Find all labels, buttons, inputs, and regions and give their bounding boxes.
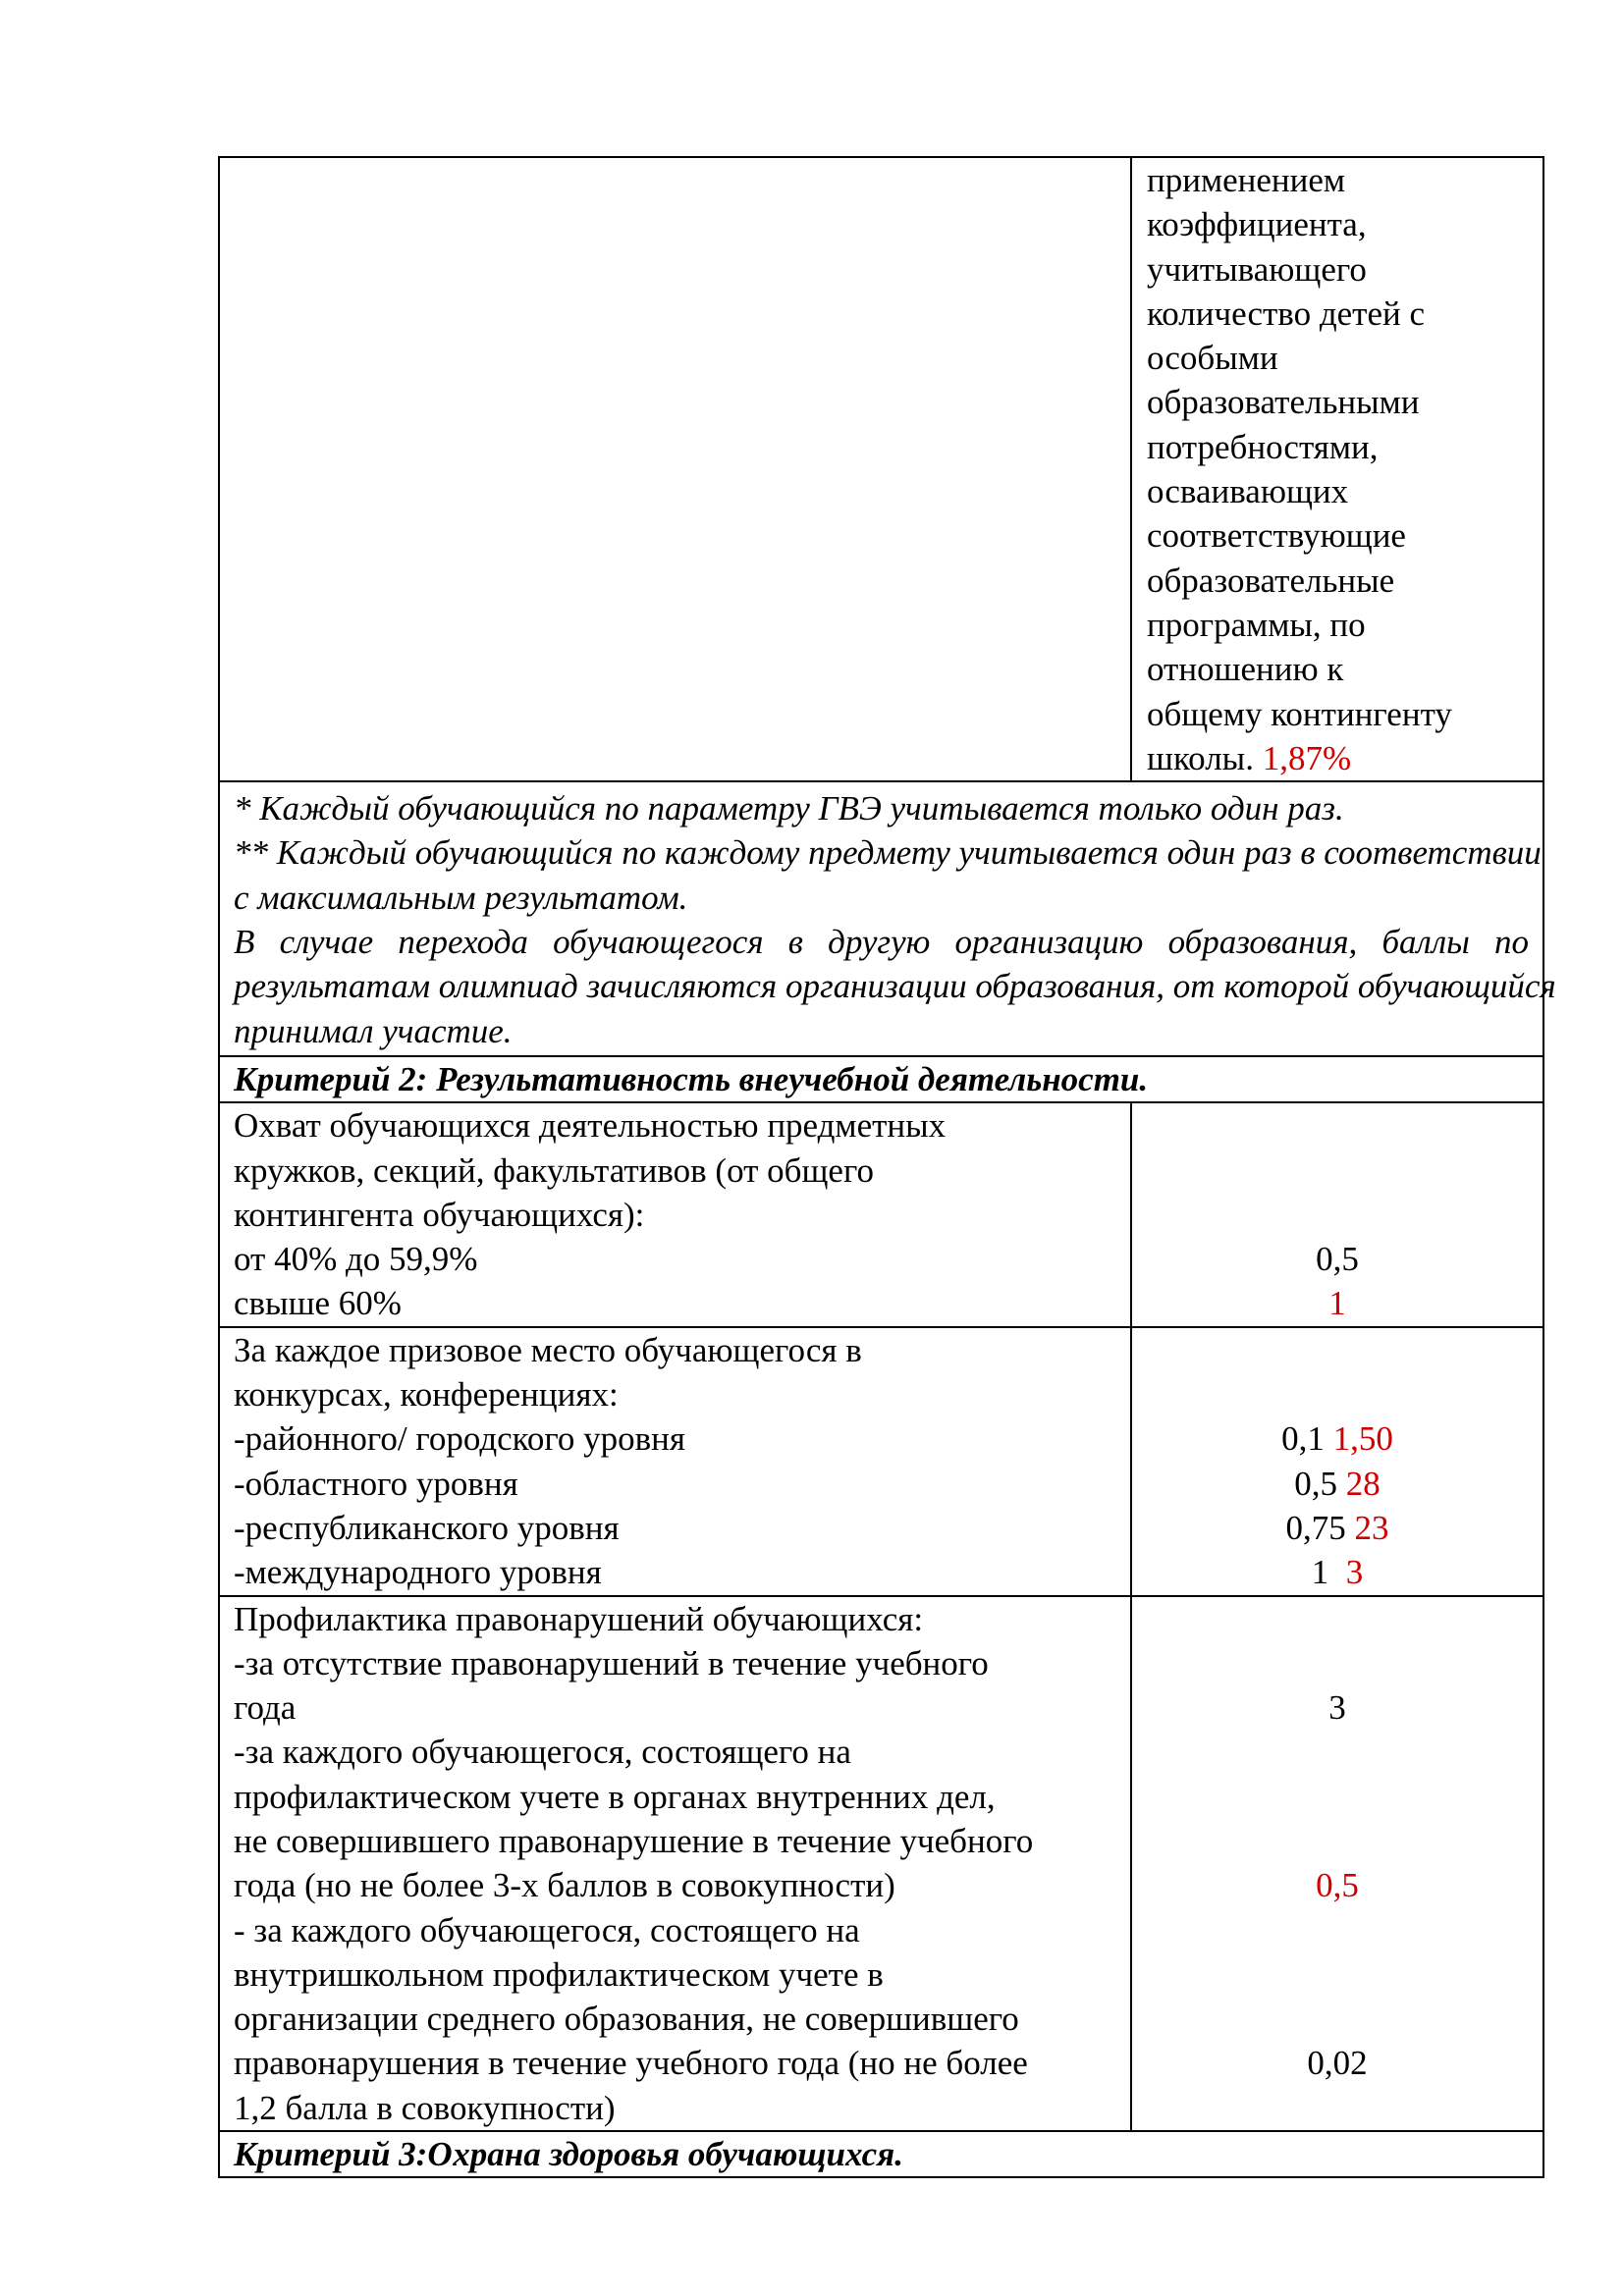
- prevention-line: -за каждого обучающегося, состоящего на: [234, 1733, 851, 1772]
- intro-last-text: школы.: [1147, 738, 1254, 777]
- prize-score-international: [1132, 1550, 1543, 1594]
- intro-line: программы, по: [1147, 605, 1366, 644]
- prize-score-district: [1132, 1416, 1543, 1461]
- prevention-score-cell: [1131, 1596, 1543, 2132]
- prevention-score-school: 0,02: [1307, 2044, 1368, 2083]
- table-row-coverage: [219, 1102, 1543, 1326]
- intro-line: осваивающих: [1147, 472, 1349, 511]
- intro-line: отношению к: [1147, 650, 1344, 689]
- footnote-1: * Каждый обучающийся по параметру ГВЭ учитывается только один раз.: [234, 789, 1344, 828]
- intro-line: количество детей с: [1147, 294, 1426, 333]
- intro-line: соответствующие: [1147, 516, 1406, 556]
- prevention-line: года: [234, 1688, 297, 1728]
- footnote-3-end: принимал участие.: [234, 1011, 513, 1050]
- prevention-line: 1,2 балла в совокупности): [234, 2088, 616, 2127]
- prizes-description-cell: [219, 1327, 1131, 1596]
- prevention-score-police: 0,5: [1316, 1866, 1359, 1905]
- prizes-line: -районного/ городского уровня: [234, 1419, 685, 1459]
- prize-base: 0,75: [1285, 1508, 1346, 1547]
- prizes-score-cell: [1131, 1327, 1543, 1596]
- empty-left-cell: [219, 157, 1131, 781]
- prevention-line: года (но не более 3-х баллов в совокупности): [234, 1866, 895, 1905]
- prize-value: 23: [1354, 1508, 1389, 1547]
- prevention-line: - за каждого обучающегося, состоящего на: [234, 1910, 860, 1949]
- table-row-intro: [219, 157, 1543, 781]
- coverage-line: Охват обучающихся деятельностью предметных: [234, 1106, 947, 1146]
- coverage-score-60: 1: [1328, 1284, 1346, 1323]
- prevention-line: организации среднего образования, не совершившего: [234, 2000, 1019, 2039]
- table-row-criterion-2: [219, 1056, 1543, 1102]
- coverage-description-cell: [219, 1102, 1131, 1326]
- prize-base: 1: [1311, 1553, 1337, 1592]
- table-row-notes: [219, 781, 1543, 1056]
- table-row-criterion-3: [219, 2131, 1543, 2177]
- prize-value: 1,50: [1332, 1419, 1393, 1459]
- prize-score-regional: [1132, 1462, 1543, 1506]
- coefficient-description-cell: [1131, 157, 1543, 781]
- coverage-line: от 40% до 59,9%: [234, 1240, 478, 1279]
- prize-base: 0,5: [1294, 1464, 1337, 1503]
- prizes-line: конкурсах, конференциях:: [234, 1375, 619, 1415]
- intro-line: применением: [1147, 161, 1346, 199]
- prevention-line: правонарушения в течение учебного года (но не более: [234, 2044, 1028, 2083]
- coverage-line: кружков, секций, факультативов (от общего: [234, 1150, 874, 1190]
- prize-value: 28: [1345, 1464, 1380, 1503]
- prize-value: 3: [1345, 1553, 1364, 1592]
- coverage-line: свыше 60%: [234, 1284, 402, 1323]
- intro-line: образовательными: [1147, 383, 1420, 422]
- criterion-3-heading: Критерий 3:Охрана здоровья обучающихся.: [219, 2131, 1543, 2177]
- prize-base: 0,1: [1281, 1419, 1325, 1459]
- intro-line: коэффициента,: [1147, 205, 1367, 244]
- prevention-description-cell: [219, 1596, 1131, 2132]
- prize-score-republic: [1132, 1506, 1543, 1550]
- intro-line: учитывающего: [1147, 249, 1367, 289]
- intro-last-line: [1147, 736, 1543, 780]
- criterion-2-heading: Критерий 2: Результативность внеучебной деятельности.: [219, 1056, 1543, 1102]
- coefficient-value: 1,87%: [1262, 738, 1352, 777]
- footnote-3: В случае перехода обучающегося в другую организацию образования, баллы по: [234, 923, 1529, 962]
- coverage-score-cell: [1131, 1102, 1543, 1326]
- intro-line: особыми: [1147, 339, 1278, 378]
- table-row-prizes: [219, 1327, 1543, 1596]
- coverage-line: контингента обучающихся):: [234, 1195, 645, 1234]
- prizes-line: За каждое призовое место обучающегося в: [234, 1330, 862, 1369]
- criteria-table: [218, 156, 1556, 2178]
- prevention-line: не совершившего правонарушение в течение учебного: [234, 1821, 1034, 1860]
- footnote-2: ** Каждый обучающийся по каждому предмету учитывается один раз в соответствии: [234, 833, 1542, 873]
- footnote-3-cont: результатам олимпиад зачисляются организации образования, от которой обучающийся: [234, 967, 1556, 1006]
- prevention-line: -за отсутствие правонарушений в течение учебного: [234, 1643, 989, 1682]
- prevention-line: Профилактика правонарушений обучающихся:: [234, 1599, 924, 1638]
- prizes-line: -областного уровня: [234, 1464, 518, 1503]
- prevention-line: внутришкольном профилактическом учете в: [234, 1954, 884, 1994]
- prizes-line: -республиканского уровня: [234, 1508, 620, 1547]
- prizes-line: -международного уровня: [234, 1553, 602, 1592]
- intro-line: потребностями,: [1147, 427, 1379, 466]
- prevention-score-no-offenses: 3: [1328, 1688, 1346, 1728]
- prevention-line: профилактическом учете в органах внутренних дел,: [234, 1777, 996, 1816]
- intro-line: общему контингенту: [1147, 694, 1452, 733]
- coverage-score-40: 0,5: [1316, 1240, 1359, 1279]
- footnote-2-cont: с максимальным результатом.: [234, 878, 688, 917]
- footnotes-cell: [219, 781, 1556, 1056]
- table-row-prevention: [219, 1596, 1543, 2132]
- intro-line: образовательные: [1147, 561, 1395, 600]
